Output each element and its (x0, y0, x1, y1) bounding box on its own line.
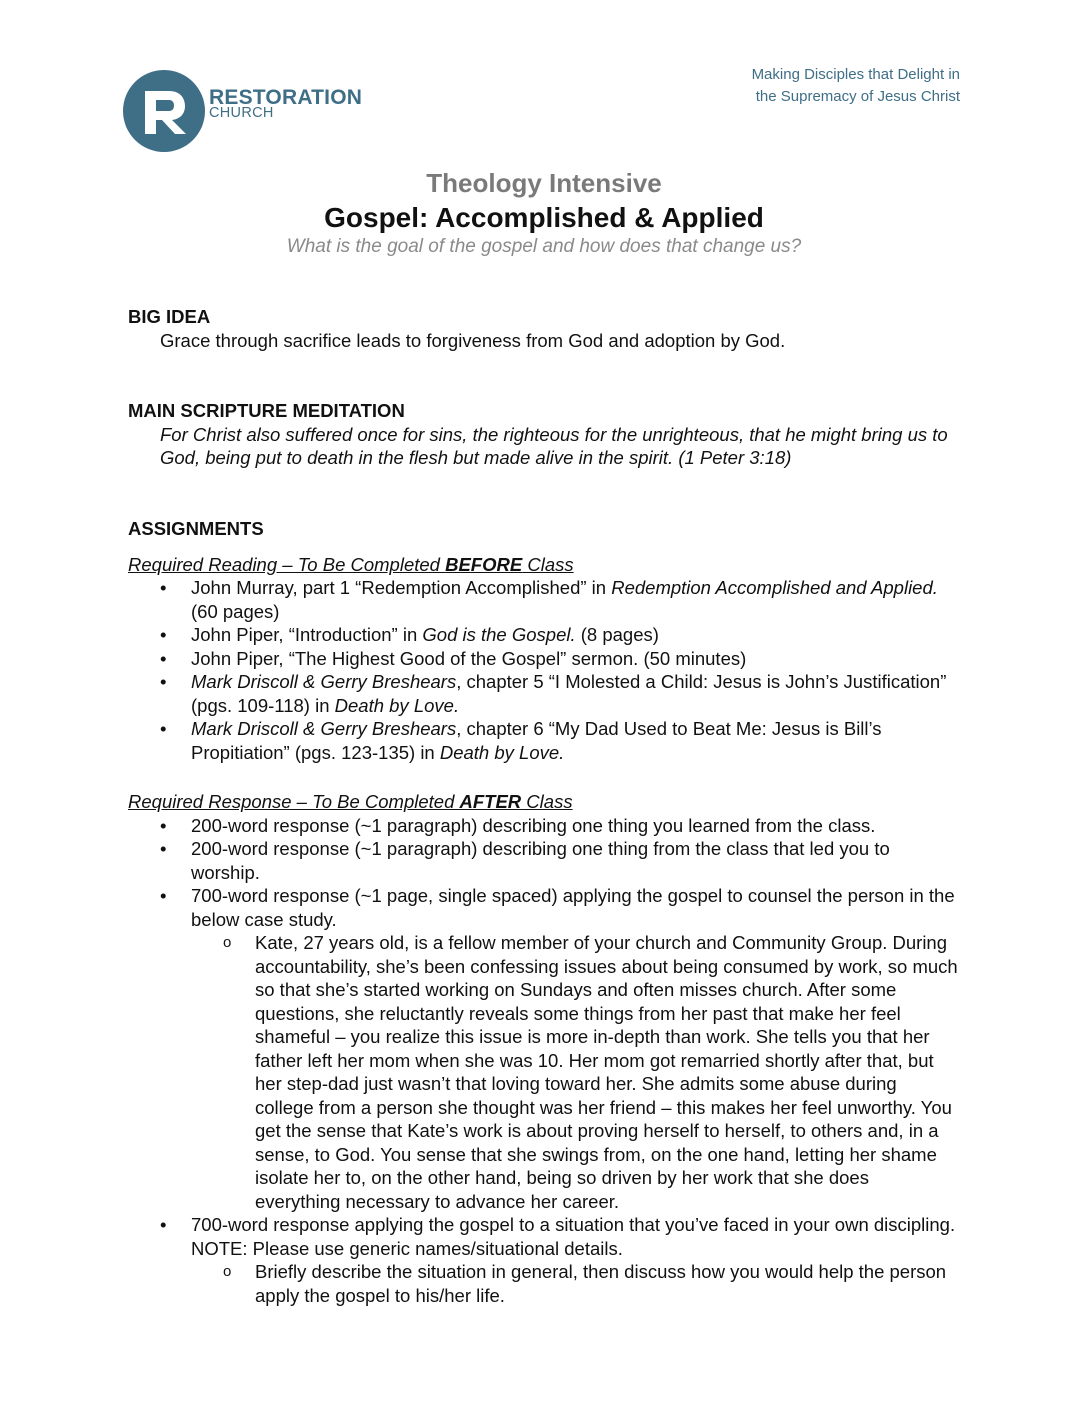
tagline (752, 64, 960, 108)
item-text: 200-word response (~1 paragraph) describing one thing from the class that led you to worship. (191, 838, 890, 883)
item-text: John Murray, part 1 “Redemption Accomplished” in (191, 577, 612, 598)
series-title: Theology Intensive (426, 168, 662, 198)
item-text: John Piper, “The Highest Good of the Gospel” sermon. (50 minutes) (191, 647, 747, 669)
item-text: , chapter 5 “I Molested a Child: Jesus is John’s Justification” (pgs. 109-118) in (191, 671, 947, 716)
sub-item: o Briefly describe the situation in general, then discuss how you would help the person apply the gospel to his/her life. (191, 1260, 958, 1307)
reading-label-emphasis: BEFORE (445, 553, 523, 575)
item-text: 700-word response applying the gospel to a situation that you’ve faced in your own discipling. NOTE: Please use generic names/situational details. (191, 1214, 956, 1259)
item-text: 700-word response (~1 page, single spaced) applying the gospel to counsel the person in the below case study. (191, 885, 955, 930)
list-item (128, 717, 958, 764)
item-note: (8 pages) (575, 624, 659, 645)
logo-emblem (123, 70, 205, 152)
reading-label-suffix: Class (522, 553, 574, 575)
item-authors: Mark Driscoll & Gerry Breshears (191, 718, 457, 739)
page-title: Gospel: Accomplished & Applied (324, 202, 764, 233)
list-item (128, 670, 958, 717)
scripture-text: For Christ also suffered once for sins, the righteous for the unrighteous, that he might bring us to God, being put to death in the flesh but made alive in the spirit. (1 Peter 3:18) (160, 423, 948, 468)
reading-label-text: Required Reading – To Be Completed (128, 553, 446, 575)
reading-list (128, 576, 958, 764)
logo-subname: CHURCH (209, 105, 274, 121)
list-item (128, 814, 958, 838)
tagline-line-1: Making Disciples that Delight in (751, 66, 960, 83)
assignments-heading: ASSIGNMENTS (128, 518, 264, 539)
item-authors: Mark Driscoll & Gerry Breshears (191, 671, 457, 692)
response-label-text: Required Response – To Be Completed (128, 791, 460, 812)
big-idea-heading: BIG IDEA (128, 306, 211, 327)
tagline-line-2: the Supremacy of Jesus Christ (755, 88, 960, 105)
response-label-emphasis: AFTER (459, 791, 522, 812)
item-text: 200-word response (~1 paragraph) describing one thing you learned from the class. (191, 814, 876, 836)
sub-list (191, 1260, 958, 1307)
church-logo (123, 70, 383, 154)
assignments-section (128, 517, 958, 1307)
item-text: , chapter 6 “My Dad Used to Beat Me: Jesus is Bill’s Propitiation” (pgs. 123-135) in (191, 718, 882, 763)
scripture-section (128, 399, 958, 470)
scripture-heading: MAIN SCRIPTURE MEDITATION (128, 400, 405, 421)
item-note: (60 pages) (191, 600, 280, 622)
case-study: o Kate, 27 years old, is a fellow member of your church and Community Group. During accountability, she’s been confessing issues about being consumed by work, so much so that she’s started working on Sundays and often misses church. After some questions, she reluctantly reveals some things from her past that make her feel shameful – you realize this issue is more in-depth than work. She tells you that her father left her mom when she was 10. Her mom got remarried shortly after that, but her step-dad just wasn’t that loving toward her. She admits some abuse during college from a person she thought was her friend – this makes her feel unworthy. You get the sense that Kate’s work is about proving herself to herself, to others and, in a sense, to God. You sense that she swings from, on the one hand, letting her shame isolate her to, on the other hand, being so driven by her work that she does everything necessary to advance her career. (191, 931, 958, 1213)
r-mark-icon (123, 70, 205, 152)
response-label (128, 790, 958, 814)
page-subtitle: What is the goal of the gospel and how does that change us? (286, 236, 802, 257)
item-book-title: Death by Love. (334, 694, 460, 716)
response-list (128, 814, 958, 1308)
list-item (128, 576, 958, 623)
item-book-title: God is the Gospel. (422, 624, 576, 645)
item-text: John Piper, “Introduction” in (191, 624, 423, 645)
list-item (128, 623, 958, 647)
item-book-title: Death by Love. (439, 741, 565, 763)
big-idea-section (128, 305, 958, 352)
item-book-title: Redemption Accomplished and Applied. (611, 577, 938, 598)
list-item (128, 884, 958, 1213)
case-study-list (191, 931, 958, 1213)
logo-name: RESTORATION (209, 86, 363, 109)
big-idea-text: Grace through sacrifice leads to forgiveness from God and adoption by God. (160, 329, 786, 351)
list-item (128, 837, 958, 884)
response-label-suffix: Class (521, 791, 573, 812)
list-item (128, 1213, 958, 1307)
list-item (128, 647, 958, 671)
reading-label (128, 553, 958, 577)
